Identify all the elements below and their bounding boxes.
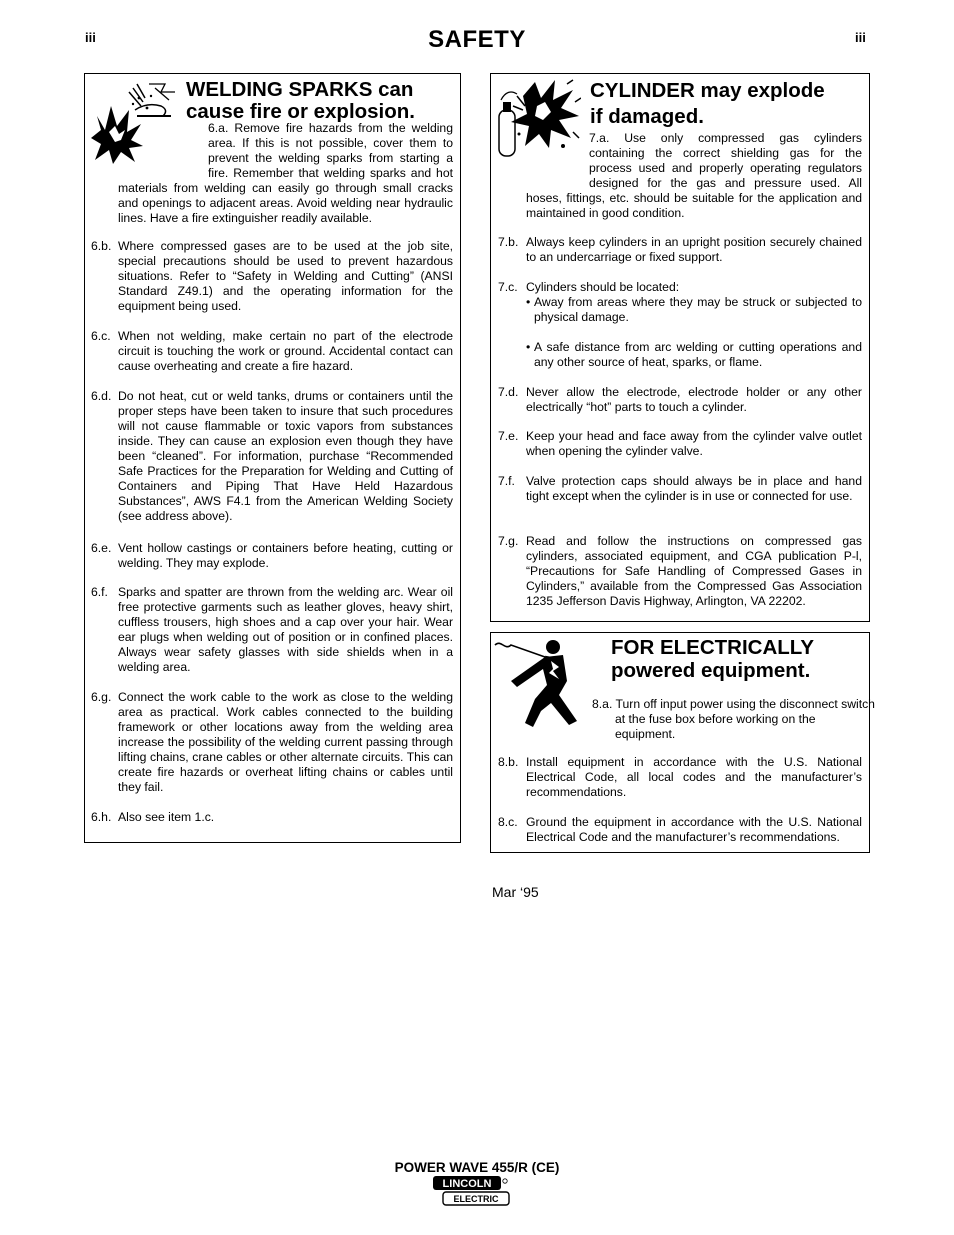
model-name: POWER WAVE 455/R (CE) xyxy=(394,1160,560,1175)
bullet-item: • A safe distance from arc welding or cutting operations and any other source of heat, sparks, or flame. xyxy=(526,340,862,370)
item-6a: 6.a. Remove fire hazards from the welding area. If this is not possible, cover them to prevent the welding sparks from starting a fire. Remember that welding sparks and hot materials from welding can easily go through small cracks and openings to adjacent areas. Avoid welding near hydraulic lines. Have a fire extinguisher readily available. xyxy=(118,121,453,225)
svg-text:LINCOLN: LINCOLN xyxy=(442,1178,492,1190)
electrical-section: FOR ELECTRICALLY powered equipment. 8.a. Turn off input power using the disconnect switch at the fuse box before working on the equipment. 8.b. Install equipment in accordance with the U.S. National Electrical Code, all local codes and the manufacturer’s recommendations. 8.c. Ground the equipment in accordance with the U.S. National Electrical Code and the manufacturer’s recommendations. xyxy=(490,632,870,853)
svg-text:ELECTRIC: ELECTRIC xyxy=(453,1194,499,1204)
revision-date: Mar ‘95 xyxy=(492,884,539,900)
item-7a: 7.a. Use only compressed gas cylinders containing the correct shielding gas for the process used and properly operating regulators designed for the gas and pressure used. All hoses, fittings, etc. should be suitable for the application and maintained in good condition. xyxy=(526,131,862,220)
electrical-heading: FOR ELECTRICALLY powered equipment. xyxy=(611,636,815,682)
bullet-item: • Away from areas where they may be struck or subjected to physical damage. xyxy=(526,295,862,325)
page-number-left: iii xyxy=(85,30,96,45)
page-title: SAFETY xyxy=(428,26,526,53)
cylinder-section: CYLINDER may explode if damaged. 7.a. Use only compressed gas cylinders containing the correct shielding gas for the process used and properly operating regulators designed for the gas and pressure used. All hoses, fittings, etc. should be suitable for the application and maintained in good condition. 7.b. Always keep cylinders in an upright position securely chained to an undercarriage or fixed support. 7.c. Cylinders should be located: • Away from areas where they may be struck or subjected to physical damage. • A safe distance from arc welding or cutting operations and any other source of heat, sparks, or flame. 7.d. Never allow the electrode, electrode holder or any other electrically “hot” parts to touch a cylinder. 7.e. Keep your head and face away from the cylinder valve outlet when opening the cylinder valve. 7.f. Valve protection caps should always be in place and hand tight except when the cylinder is in use or connected for use. 7.g. Read and follow the instructions on compressed gas cylinders, associated equipment, and CGA publication P-l, “Precautions for Safe Handling of Compressed Gases in Cylinders,” available from the Compressed Gas Association 1235 Jefferson Davis Highway, Arlington, VA 22202. xyxy=(490,73,870,622)
lincoln-electric-logo xyxy=(433,1176,513,1206)
cylinder-heading: CYLINDER may explode if damaged. xyxy=(590,79,825,128)
welding-sparks-section: WELDING SPARKS can cause fire or explosion. 6.a. Remove fire hazards from the welding area. If this is not possible, cover them to prevent the welding sparks from starting a fire. Remember that welding sparks and hot materials from welding can easily go through small cracks and openings to adjacent areas. Avoid welding near hydraulic lines. Have a fire extinguisher readily available. 6.b. Where compressed gases are to be used at the job site, special precautions should be used to prevent hazardous situations. Refer to “Safety in Welding and Cutting” (ANSI Standard Z49.1) and the operating information for the equipment being used. 6.c. When not welding, make certain no part of the electrode circuit is touching the work or ground. Accidental contact can cause overheating and create a fire hazard. 6.d. Do not heat, cut or weld tanks, drums or containers until the proper steps have been taken to insure that such procedures will not cause flammable or toxic vapors from substances inside. They can cause an explosion even though they have been “cleaned”. For information, purchase “Recommended Safe Practices for the Preparation for Welding and Cutting of Containers and Piping That Have Held Hazardous Substances”, AWS F4.1 from the American Welding Society (see address above). 6.e. Vent hollow castings or containers before heating, cutting or welding. They may explode. 6.f. Sparks and spatter are thrown from the welding arc. Wear oil free protective garments such as leather gloves, heavy shirt, cuffless trousers, high shoes and a cap over your hair. Wear ear plugs when welding out of position or in confined places. Always wear safety glasses with side shields when in a welding area. 6.g. Connect the work cable to the work as close to the welding area as practical. Work cables connected to the building framework or other locations away from the welding area increase the possibility of the welding current passing through lifting chains, crane cables or other alternate circuits. This can create fire hazards or overheat lifting chains or cables until they fail. 6.h. Also see item 1.c. xyxy=(84,73,461,843)
electric-shock-icon xyxy=(493,637,589,729)
page-number-right: iii xyxy=(855,30,866,45)
item-8a: 8.a. Turn off input power using the disconnect switch at the fuse box before working on the equipment. xyxy=(592,697,875,741)
welding-heading: WELDING SPARKS can cause fire or explosion. xyxy=(186,78,415,123)
